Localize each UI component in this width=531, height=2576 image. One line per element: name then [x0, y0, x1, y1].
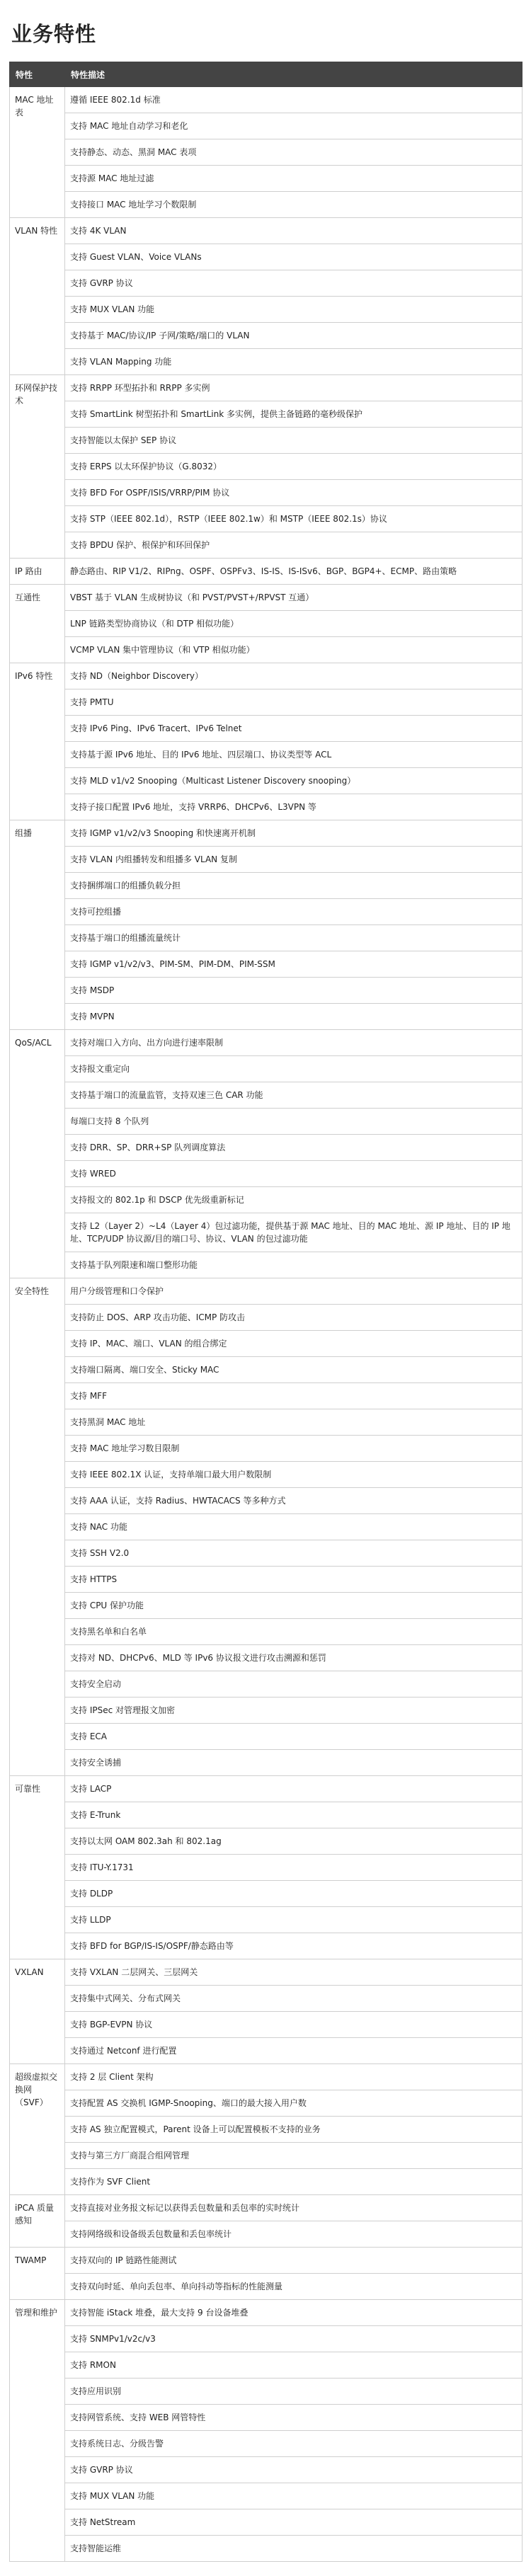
- table-row: [10, 1776, 523, 1802]
- feature-category: 超级虚拟交换网（SVF）: [10, 2064, 65, 2195]
- feature-description: 支持 E-Trunk: [65, 1802, 523, 1828]
- feature-description: 支持 2 层 Client 架构: [65, 2064, 523, 2090]
- table-row: [10, 1802, 523, 1828]
- table-row: [10, 2509, 523, 2536]
- table-row: [10, 270, 523, 297]
- table-row: [10, 297, 523, 323]
- feature-description: 支持 MFF: [65, 1383, 523, 1409]
- feature-description: 支持 IP、MAC、端口、VLAN 的组合绑定: [65, 1331, 523, 1357]
- table-row: [10, 794, 523, 820]
- feature-description: 支持 MUX VLAN 功能: [65, 297, 523, 323]
- feature-category: 环网保护技术: [10, 375, 65, 559]
- table-row: [10, 978, 523, 1004]
- table-row: [10, 1082, 523, 1109]
- table-row: [10, 1305, 523, 1331]
- table-row: [10, 2117, 523, 2143]
- table-row: [10, 2352, 523, 2378]
- feature-description: 支持与第三方厂商混合组网管理: [65, 2143, 523, 2169]
- feature-description: 支持 4K VLAN: [65, 218, 523, 244]
- feature-description: 支持 SNMPv1/v2c/v3: [65, 2326, 523, 2352]
- feature-description: 支持基于端口的流量监管，支持双速三色 CAR 功能: [65, 1082, 523, 1109]
- table-row: [10, 2090, 523, 2117]
- table-row: [10, 2169, 523, 2195]
- table-row: [10, 1278, 523, 1305]
- feature-description: 支持 MSDP: [65, 978, 523, 1004]
- table-row: [10, 2143, 523, 2169]
- table-row: [10, 847, 523, 873]
- feature-category: IPv6 特性: [10, 663, 65, 820]
- table-row: [10, 1881, 523, 1907]
- feature-description: 支持 GVRP 协议: [65, 270, 523, 297]
- table-row: [10, 1933, 523, 1959]
- feature-description: VCMP VLAN 集中管理协议（和 VTP 相似功能）: [65, 637, 523, 663]
- feature-description: 支持智能 iStack 堆叠，最大支持 9 台设备堆叠: [65, 2300, 523, 2326]
- table-row: [10, 2536, 523, 2562]
- table-row: [10, 1331, 523, 1357]
- feature-description: 支持 AS 独立配置模式，Parent 设备上可以配置模板不支持的业务: [65, 2117, 523, 2143]
- feature-description: 支持 STP（IEEE 802.1d），RSTP（IEEE 802.1w）和 MSTP（IEEE 802.1s）协议: [65, 506, 523, 532]
- table-row: [10, 349, 523, 375]
- feature-description: 支持 ECA: [65, 1724, 523, 1750]
- table-row: [10, 480, 523, 506]
- feature-description: 支持 ERPS 以太环保护协议（G.8032）: [65, 454, 523, 480]
- feature-description: 支持直接对业务报文标记以获得丢包数量和丢包率的实时统计: [65, 2195, 523, 2221]
- table-row: [10, 2326, 523, 2352]
- feature-description: 支持以太网 OAM 802.3ah 和 802.1ag: [65, 1828, 523, 1855]
- table-row: [10, 951, 523, 978]
- table-row: [10, 1409, 523, 1436]
- feature-description: 支持系统日志、分级告警: [65, 2431, 523, 2457]
- feature-description: 支持 NetStream: [65, 2509, 523, 2536]
- feature-description: 支持智能以太保护 SEP 协议: [65, 428, 523, 454]
- table-row: [10, 689, 523, 716]
- table-row: [10, 1567, 523, 1593]
- table-row: [10, 1488, 523, 1514]
- feature-description: 支持 MAC 地址学习数目限制: [65, 1436, 523, 1462]
- feature-description: 支持智能运维: [65, 2536, 523, 2562]
- feature-description: 支持黑洞 MAC 地址: [65, 1409, 523, 1436]
- table-row: [10, 506, 523, 532]
- table-row: [10, 139, 523, 166]
- table-row: [10, 873, 523, 899]
- table-row: [10, 2248, 523, 2274]
- feature-description: 支持 PMTU: [65, 689, 523, 716]
- table-row: [10, 768, 523, 794]
- table-row: [10, 2378, 523, 2405]
- table-row: [10, 1514, 523, 1540]
- feature-description: 支持通过 Netconf 进行配置: [65, 2038, 523, 2064]
- feature-description: 支持应用识别: [65, 2378, 523, 2405]
- table-row: [10, 742, 523, 768]
- feature-description: 支持 VLAN Mapping 功能: [65, 349, 523, 375]
- feature-description: 支持 MUX VLAN 功能: [65, 2483, 523, 2509]
- feature-description: 用户分级管理和口令保护: [65, 1278, 523, 1305]
- feature-description: 支持 LACP: [65, 1776, 523, 1802]
- feature-description: 支持报文重定向: [65, 1056, 523, 1082]
- feature-description: 支持集中式网关、分布式网关: [65, 1986, 523, 2012]
- table-row: [10, 2038, 523, 2064]
- feature-description: 支持 BFD for BGP/IS-IS/OSPF/静态路由等: [65, 1933, 523, 1959]
- table-row: [10, 716, 523, 742]
- table-row: [10, 559, 523, 585]
- table-row: [10, 1383, 523, 1409]
- feature-description: 支持可控组播: [65, 899, 523, 925]
- table-row: [10, 1855, 523, 1881]
- feature-description: 支持双向时延、单向丢包率、单向抖动等指标的性能测量: [65, 2274, 523, 2300]
- feature-category: MAC 地址表: [10, 87, 65, 218]
- table-row: [10, 1724, 523, 1750]
- feature-description: 支持 VLAN 内组播转发和组播多 VLAN 复制: [65, 847, 523, 873]
- feature-description: 支持 BGP-EVPN 协议: [65, 2012, 523, 2038]
- table-row: [10, 663, 523, 689]
- table-row: [10, 2457, 523, 2483]
- feature-description: 支持 RRPP 环型拓扑和 RRPP 多实例: [65, 375, 523, 401]
- feature-table: [9, 62, 523, 2562]
- feature-description: 支持基于队列限速和端口整形功能: [65, 1252, 523, 1278]
- table-row: [10, 218, 523, 244]
- feature-category: 组播: [10, 820, 65, 1030]
- feature-description: 支持 CPU 保护功能: [65, 1593, 523, 1619]
- table-row: [10, 1135, 523, 1161]
- feature-description: 支持 IPSec 对管理报文加密: [65, 1698, 523, 1724]
- table-row: [10, 1462, 523, 1488]
- table-row: [10, 1004, 523, 1030]
- feature-description: 支持 IPv6 Ping、IPv6 Tracert、IPv6 Telnet: [65, 716, 523, 742]
- feature-description: 支持对 ND、DHCPv6、MLD 等 IPv6 协议报文进行攻击溯源和惩罚: [65, 1645, 523, 1671]
- feature-description: 支持 HTTPS: [65, 1567, 523, 1593]
- table-row: [10, 323, 523, 349]
- feature-description: 支持捆绑端口的组播负载分担: [65, 873, 523, 899]
- feature-description: 遵循 IEEE 802.1d 标准: [65, 87, 523, 113]
- table-row: [10, 1109, 523, 1135]
- table-row: [10, 1671, 523, 1698]
- feature-description: 支持对端口入方向、出方向进行速率限制: [65, 1030, 523, 1056]
- feature-description: 支持 MAC 地址自动学习和老化: [65, 113, 523, 139]
- feature-description: 支持双向的 IP 链路性能测试: [65, 2248, 523, 2274]
- table-row: [10, 1959, 523, 1986]
- feature-category: TWAMP: [10, 2248, 65, 2300]
- table-row: [10, 401, 523, 428]
- feature-description: 支持 MLD v1/v2 Snooping（Multicast Listener Discovery snooping）: [65, 768, 523, 794]
- table-row: [10, 1986, 523, 2012]
- table-row: [10, 1056, 523, 1082]
- feature-description: 支持 L2（Layer 2）~L4（Layer 4）包过滤功能，提供基于源 MAC 地址、目的 MAC 地址、源 IP 地址、目的 IP 地址、TCP/UDP 协议源/目的端口号、协议、VLAN 的包过滤功能: [65, 1213, 523, 1252]
- feature-description: 支持安全诱捕: [65, 1750, 523, 1776]
- feature-description: 支持 BPDU 保护、根保护和环回保护: [65, 532, 523, 559]
- table-row: [10, 2064, 523, 2090]
- table-row: [10, 925, 523, 951]
- table-row: [10, 1645, 523, 1671]
- page-title: 业务特性: [11, 22, 97, 46]
- table-row: [10, 2431, 523, 2457]
- table-row: [10, 2405, 523, 2431]
- feature-category: 互通性: [10, 585, 65, 663]
- feature-description: 支持 Guest VLAN、Voice VLANs: [65, 244, 523, 270]
- feature-description: 支持 VXLAN 二层网关、三层网关: [65, 1959, 523, 1986]
- table-row: [10, 820, 523, 847]
- table-row: [10, 532, 523, 559]
- feature-category: 可靠性: [10, 1776, 65, 1959]
- table-row: [10, 244, 523, 270]
- table-body: [10, 87, 523, 2562]
- feature-description: 支持 NAC 功能: [65, 1514, 523, 1540]
- feature-description: 支持防止 DOS、ARP 攻击功能、ICMP 防攻击: [65, 1305, 523, 1331]
- table-row: [10, 1698, 523, 1724]
- table-row: [10, 637, 523, 663]
- table-row: [10, 1593, 523, 1619]
- table-row: [10, 192, 523, 218]
- feature-description: 支持接口 MAC 地址学习个数限制: [65, 192, 523, 218]
- table-row: [10, 1907, 523, 1933]
- feature-category: IP 路由: [10, 559, 65, 585]
- feature-description: 支持 IGMP v1/v2/v3、PIM-SM、PIM-DM、PIM-SSM: [65, 951, 523, 978]
- table-row: [10, 1436, 523, 1462]
- feature-description: 支持黑名单和白名单: [65, 1619, 523, 1645]
- feature-description: 支持 SSH V2.0: [65, 1540, 523, 1567]
- feature-category: QoS/ACL: [10, 1030, 65, 1278]
- feature-description: 支持 RMON: [65, 2352, 523, 2378]
- feature-description: 支持基于源 IPv6 地址、目的 IPv6 地址、四层端口、协议类型等 ACL: [65, 742, 523, 768]
- feature-description: 支持网络级和设备级丢包数量和丢包率统计: [65, 2221, 523, 2248]
- table-row: [10, 1619, 523, 1645]
- feature-description: 支持报文的 802.1p 和 DSCP 优先级重新标记: [65, 1187, 523, 1213]
- table-row: [10, 428, 523, 454]
- feature-description: 支持 MVPN: [65, 1004, 523, 1030]
- table-row: [10, 1252, 523, 1278]
- table-header-row: [10, 62, 523, 87]
- table-row: [10, 1540, 523, 1567]
- table-row: [10, 454, 523, 480]
- feature-category: VXLAN: [10, 1959, 65, 2064]
- feature-description: 支持子接口配置 IPv6 地址，支持 VRRP6、DHCPv6、L3VPN 等: [65, 794, 523, 820]
- feature-description: LNP 链路类型协商协议（和 DTP 相似功能）: [65, 611, 523, 637]
- table-row: [10, 2221, 523, 2248]
- feature-description: 支持静态、动态、黑洞 MAC 表项: [65, 139, 523, 166]
- table-row: [10, 2195, 523, 2221]
- table-row: [10, 166, 523, 192]
- table-row: [10, 2483, 523, 2509]
- feature-description: 支持 DLDP: [65, 1881, 523, 1907]
- table-row: [10, 375, 523, 401]
- feature-description: 支持 GVRP 协议: [65, 2457, 523, 2483]
- feature-description: 支持 ITU-Y.1731: [65, 1855, 523, 1881]
- table-row: [10, 2300, 523, 2326]
- table-row: [10, 2274, 523, 2300]
- feature-description: 支持配置 AS 交换机 IGMP-Snooping、端口的最大接入用户数: [65, 2090, 523, 2117]
- feature-description: 每端口支持 8 个队列: [65, 1109, 523, 1135]
- table-row: [10, 1828, 523, 1855]
- feature-description: 支持基于 MAC/协议/IP 子网/策略/端口的 VLAN: [65, 323, 523, 349]
- table-row: [10, 611, 523, 637]
- feature-description: 支持基于端口的组播流量统计: [65, 925, 523, 951]
- table-row: [10, 1030, 523, 1056]
- feature-description: 支持 BFD For OSPF/ISIS/VRRP/PIM 协议: [65, 480, 523, 506]
- feature-category: 安全特性: [10, 1278, 65, 1776]
- feature-description: 支持 WRED: [65, 1161, 523, 1187]
- feature-description: 支持 ND（Neighbor Discovery）: [65, 663, 523, 689]
- table-row: [10, 585, 523, 611]
- feature-description: 支持安全启动: [65, 1671, 523, 1698]
- table-row: [10, 2012, 523, 2038]
- column-header-description: 特性描述: [65, 62, 523, 87]
- feature-description: 支持网管系统、支持 WEB 网管特性: [65, 2405, 523, 2431]
- table-row: [10, 1213, 523, 1252]
- feature-description: 支持作为 SVF Client: [65, 2169, 523, 2195]
- feature-description: 支持 AAA 认证，支持 Radius、HWTACACS 等多种方式: [65, 1488, 523, 1514]
- feature-description: 静态路由、RIP V1/2、RIPng、OSPF、OSPFv3、IS-IS、IS-ISv6、BGP、BGP4+、ECMP、路由策略: [65, 559, 523, 585]
- table-row: [10, 1187, 523, 1213]
- table-row: [10, 113, 523, 139]
- column-header-feature: 特性: [10, 62, 65, 87]
- table-row: [10, 1357, 523, 1383]
- feature-category: iPCA 质量感知: [10, 2195, 65, 2248]
- table-row: [10, 899, 523, 925]
- table-row: [10, 1161, 523, 1187]
- feature-description: 支持 SmartLink 树型拓扑和 SmartLink 多实例，提供主备链路的毫秒级保护: [65, 401, 523, 428]
- feature-description: 支持源 MAC 地址过滤: [65, 166, 523, 192]
- table-row: [10, 1750, 523, 1776]
- table-row: [10, 87, 523, 113]
- feature-description: 支持 DRR、SP、DRR+SP 队列调度算法: [65, 1135, 523, 1161]
- feature-category: 管理和维护: [10, 2300, 65, 2562]
- feature-description: 支持 IEEE 802.1X 认证，支持单端口最大用户数限制: [65, 1462, 523, 1488]
- feature-description: VBST 基于 VLAN 生成树协议（和 PVST/PVST+/RPVST 互通）: [65, 585, 523, 611]
- feature-description: 支持 IGMP v1/v2/v3 Snooping 和快速离开机制: [65, 820, 523, 847]
- feature-category: VLAN 特性: [10, 218, 65, 375]
- feature-description: 支持 LLDP: [65, 1907, 523, 1933]
- feature-description: 支持端口隔离、端口安全、Sticky MAC: [65, 1357, 523, 1383]
